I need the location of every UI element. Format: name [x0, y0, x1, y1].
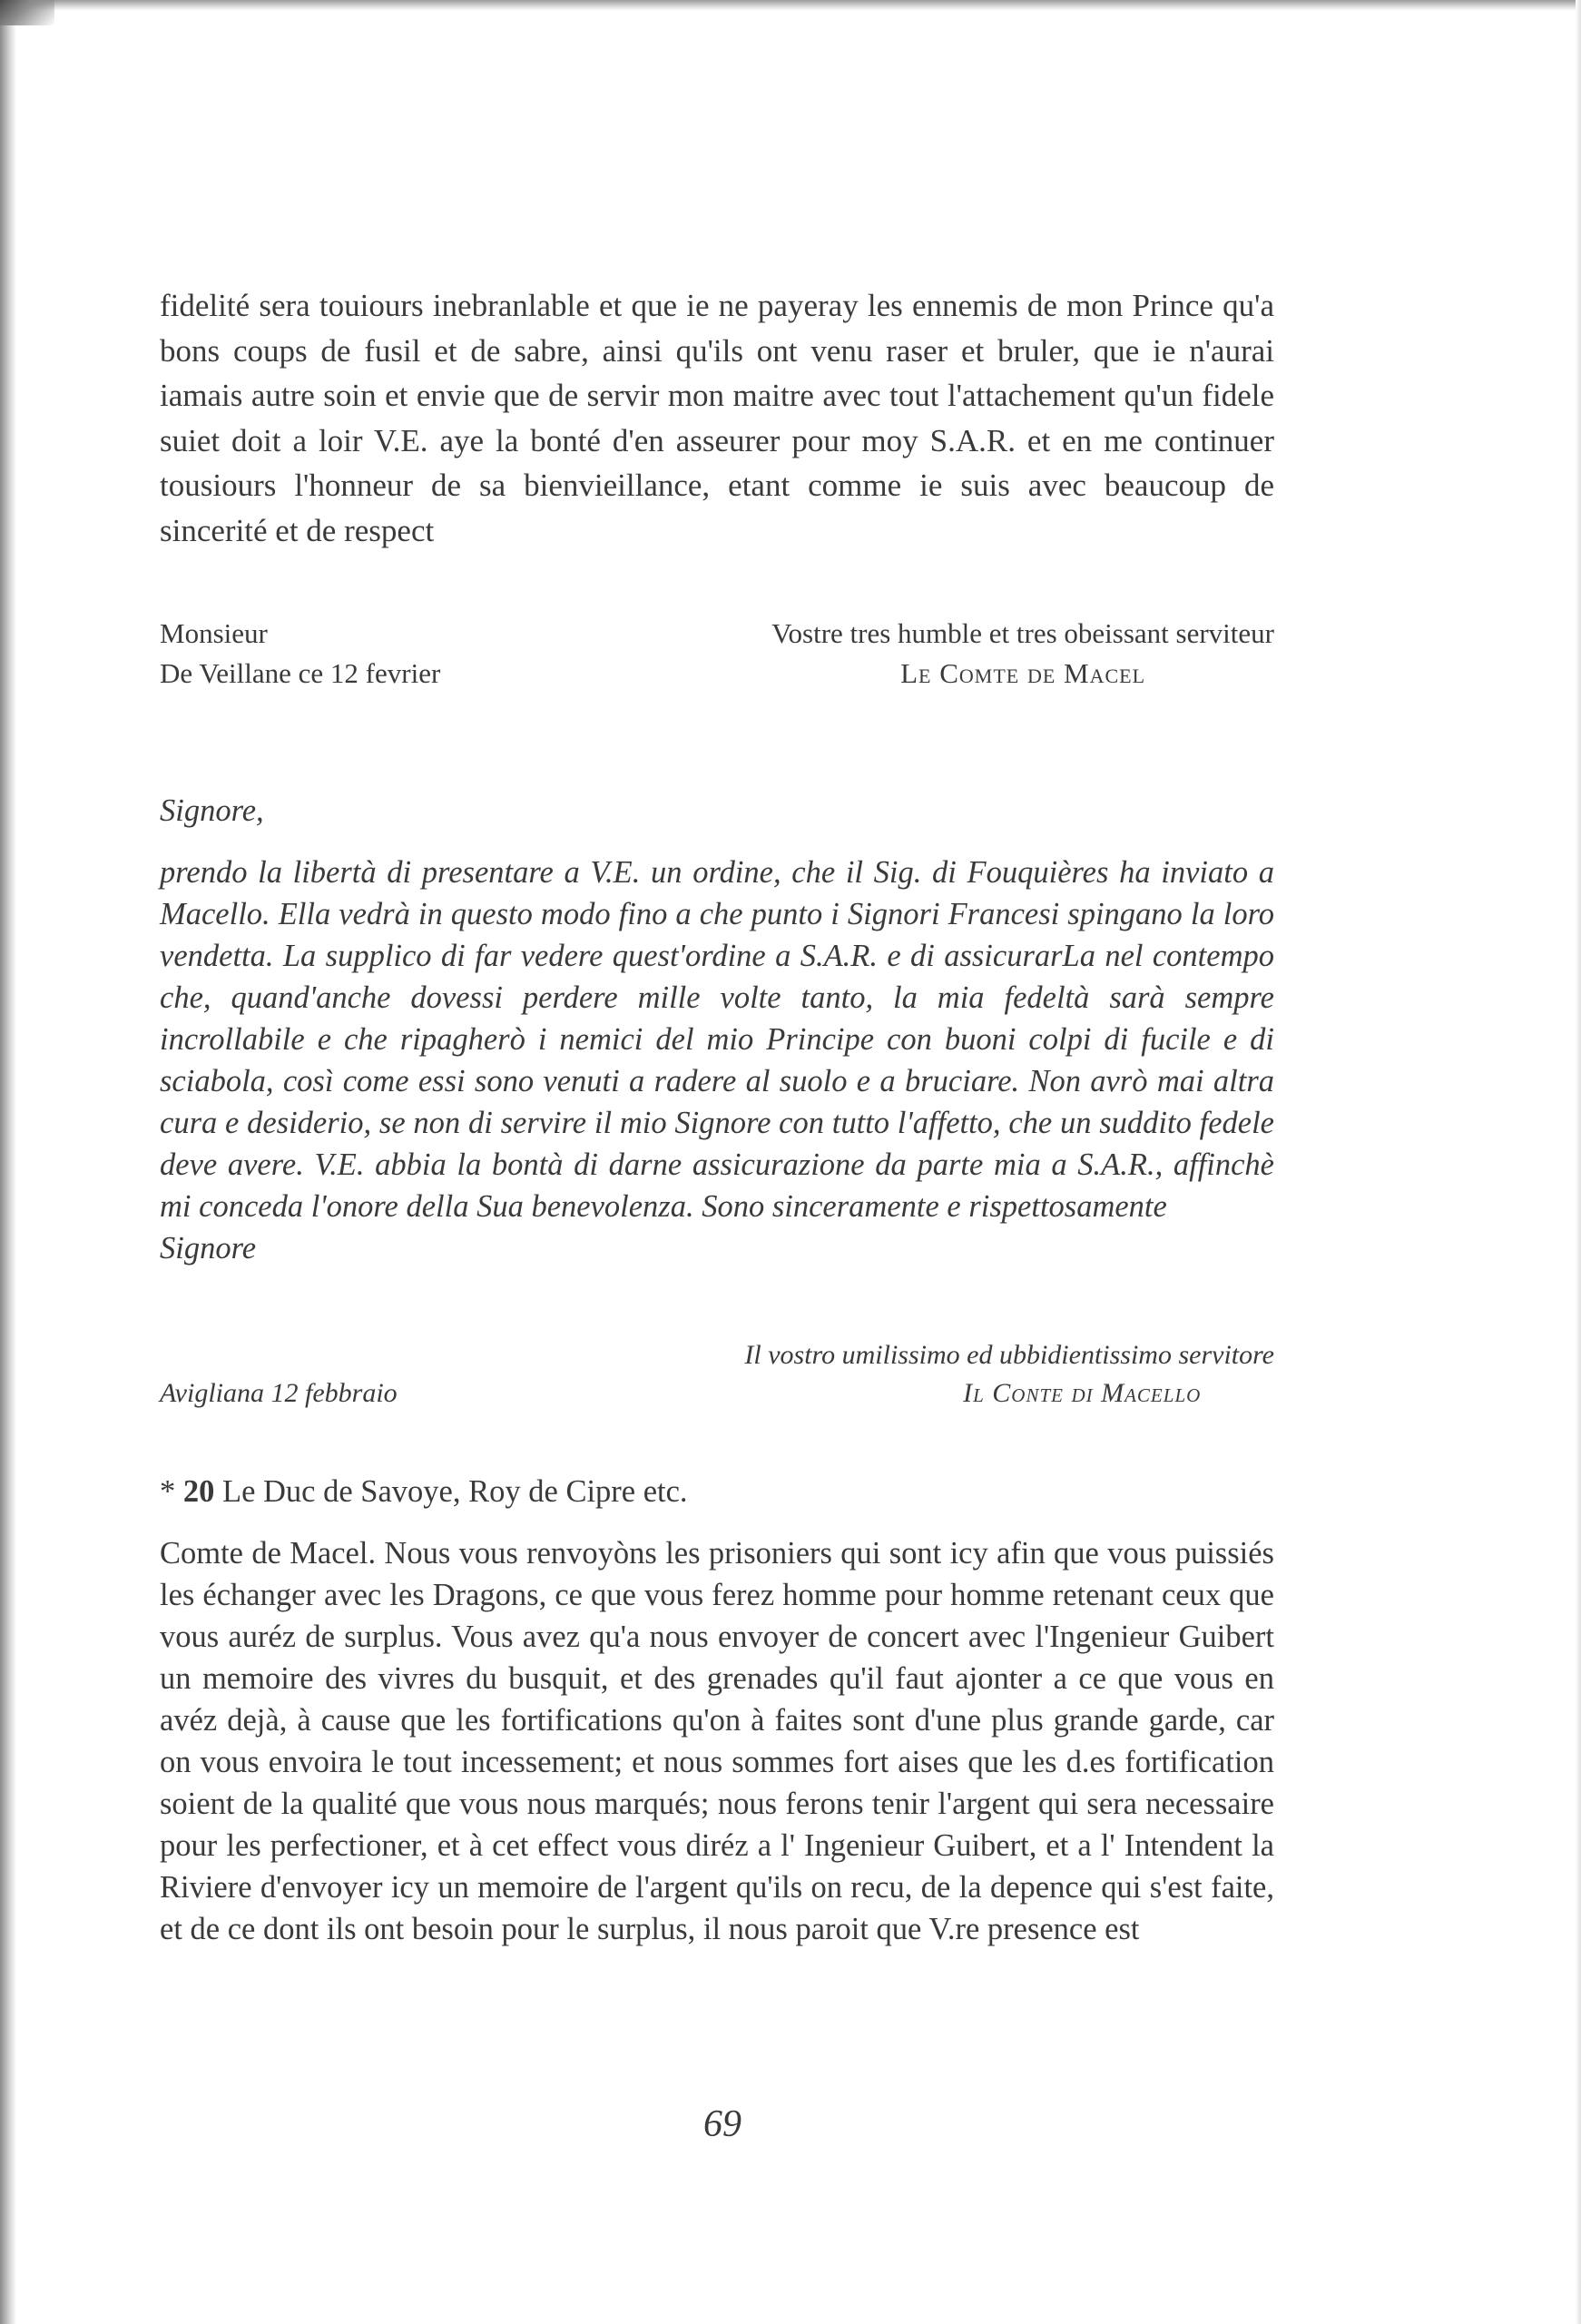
italian-translation	[160, 790, 1274, 1269]
document-20	[160, 1471, 1274, 1950]
document-20-heading-line	[160, 1471, 1274, 1512]
french-letter-left-column	[160, 614, 440, 694]
italian-salutation: Signore,	[160, 793, 264, 828]
italian-place-date: Avigliana 12 febbraio	[160, 1378, 398, 1408]
french-signature: Le Comte de Macel	[900, 657, 1146, 689]
document-20-body: Comte de Macel. Nous vous renvoyòns les prisoniers qui sont icy afin que vous puissiés les échanger avec les Dragons, ce que vous ferez homme pour homme retenant ceux que vous auréz de surplus. Vous avez qu'a nous envoyer de concert avec l'Ingenieur Guibert un memoire des vivres du busquit, et des grenades qu'il faut ajonter a ce que vous en avéz dejà, à cause que les fortifications qu'on à faites sont d'une plus grande garde, car on vous envoira le tout incessement; et nous sommes fort aises que les d.es fortification soient de la qualité que vous nous marqués; nous ferons tenir l'argent qui sera necessaire pour les perfectioner, et à cet effect vous diréz a l' Ingenieur Guibert, et a l' Intendent la Riviere d'envoyer icy un memoire de l'argent qu'ils on recu, de la depence qui s'est faite, et de ce dont ils ont besoin pour le surplus, il nous paroit que V.re presence est	[160, 1536, 1274, 1946]
document-marker: *	[160, 1474, 176, 1509]
italian-body: prendo la libertà di presentare a V.E. un ordine, che il Sig. di Fouquières ha inviato a Macello. Ella vedrà in questo modo fino a che punto i Signori Francesi spingano la loro vendetta. La supplico di far vedere quest'ordine a S.A.R. e di assicurarLa nel contempo che, quand'anche dovessi perdere mille volte tanto, la mia fedeltà sarà sempre incrollabile e che ripagherò i nemici del mio Principe con buoni colpi di fucile e di sciabola, così come essi sono venuti a radere al suolo e a bruciare. Non avrò mai altra cura e desiderio, se non di servire il mio Signore con tutto l'affetto, che un suddito fedele deve avere. V.E. abbia la bontà di darne assicurazione da parte mia a S.A.R., affinchè mi conceda l'onore della Sua benevolenza. Sono sinceramente e rispettosamente	[160, 855, 1274, 1224]
italian-closing: Il vostro umilissimo ed ubbidientissimo servitore	[744, 1340, 1274, 1370]
document-heading: Le Duc de Savoye, Roy de Cipre etc.	[222, 1474, 688, 1509]
italian-signature: Il Conte di Macello	[963, 1378, 1202, 1408]
french-letter-right-column	[771, 614, 1274, 694]
page-number: 69	[703, 2103, 741, 2145]
scan-right-edge	[1576, 0, 1581, 2324]
scan-top-edge	[0, 0, 1581, 11]
scan-left-edge	[0, 0, 16, 2324]
french-letter-body	[160, 283, 1274, 554]
italian-closing-salutation: Signore	[160, 1231, 257, 1265]
french-letter-signature-block	[160, 614, 1274, 704]
french-letter-paragraph: fidelité sera touiours inebranlable et que ie ne payeray les ennemis de mon Prince qu'a bons coups de fusil et de sabre, ainsi qu'ils ont venu raser et bruler, que ie n'aurai iamais autre soin et envie que de servir mon maitre avec tout l'attachement qu'un fidele suiet doit a loir V.E. aye la bonté d'en asseurer pour moy S.A.R. et en me continuer tousiours l'honneur de sa bienvieillance, etant comme ie suis avec beaucoup de sincerité et de respect	[160, 288, 1274, 548]
french-closing: Vostre tres humble et tres obeissant serviteur	[771, 617, 1274, 649]
scan-corner-shadow	[0, 0, 54, 25]
italian-signature-block	[160, 1336, 1274, 1427]
document-number: 20	[182, 1474, 215, 1509]
french-place-date: De Veillane ce 12 fevrier	[160, 657, 441, 689]
french-salutation: Monsieur	[160, 617, 268, 649]
italian-closing-column	[744, 1336, 1274, 1413]
